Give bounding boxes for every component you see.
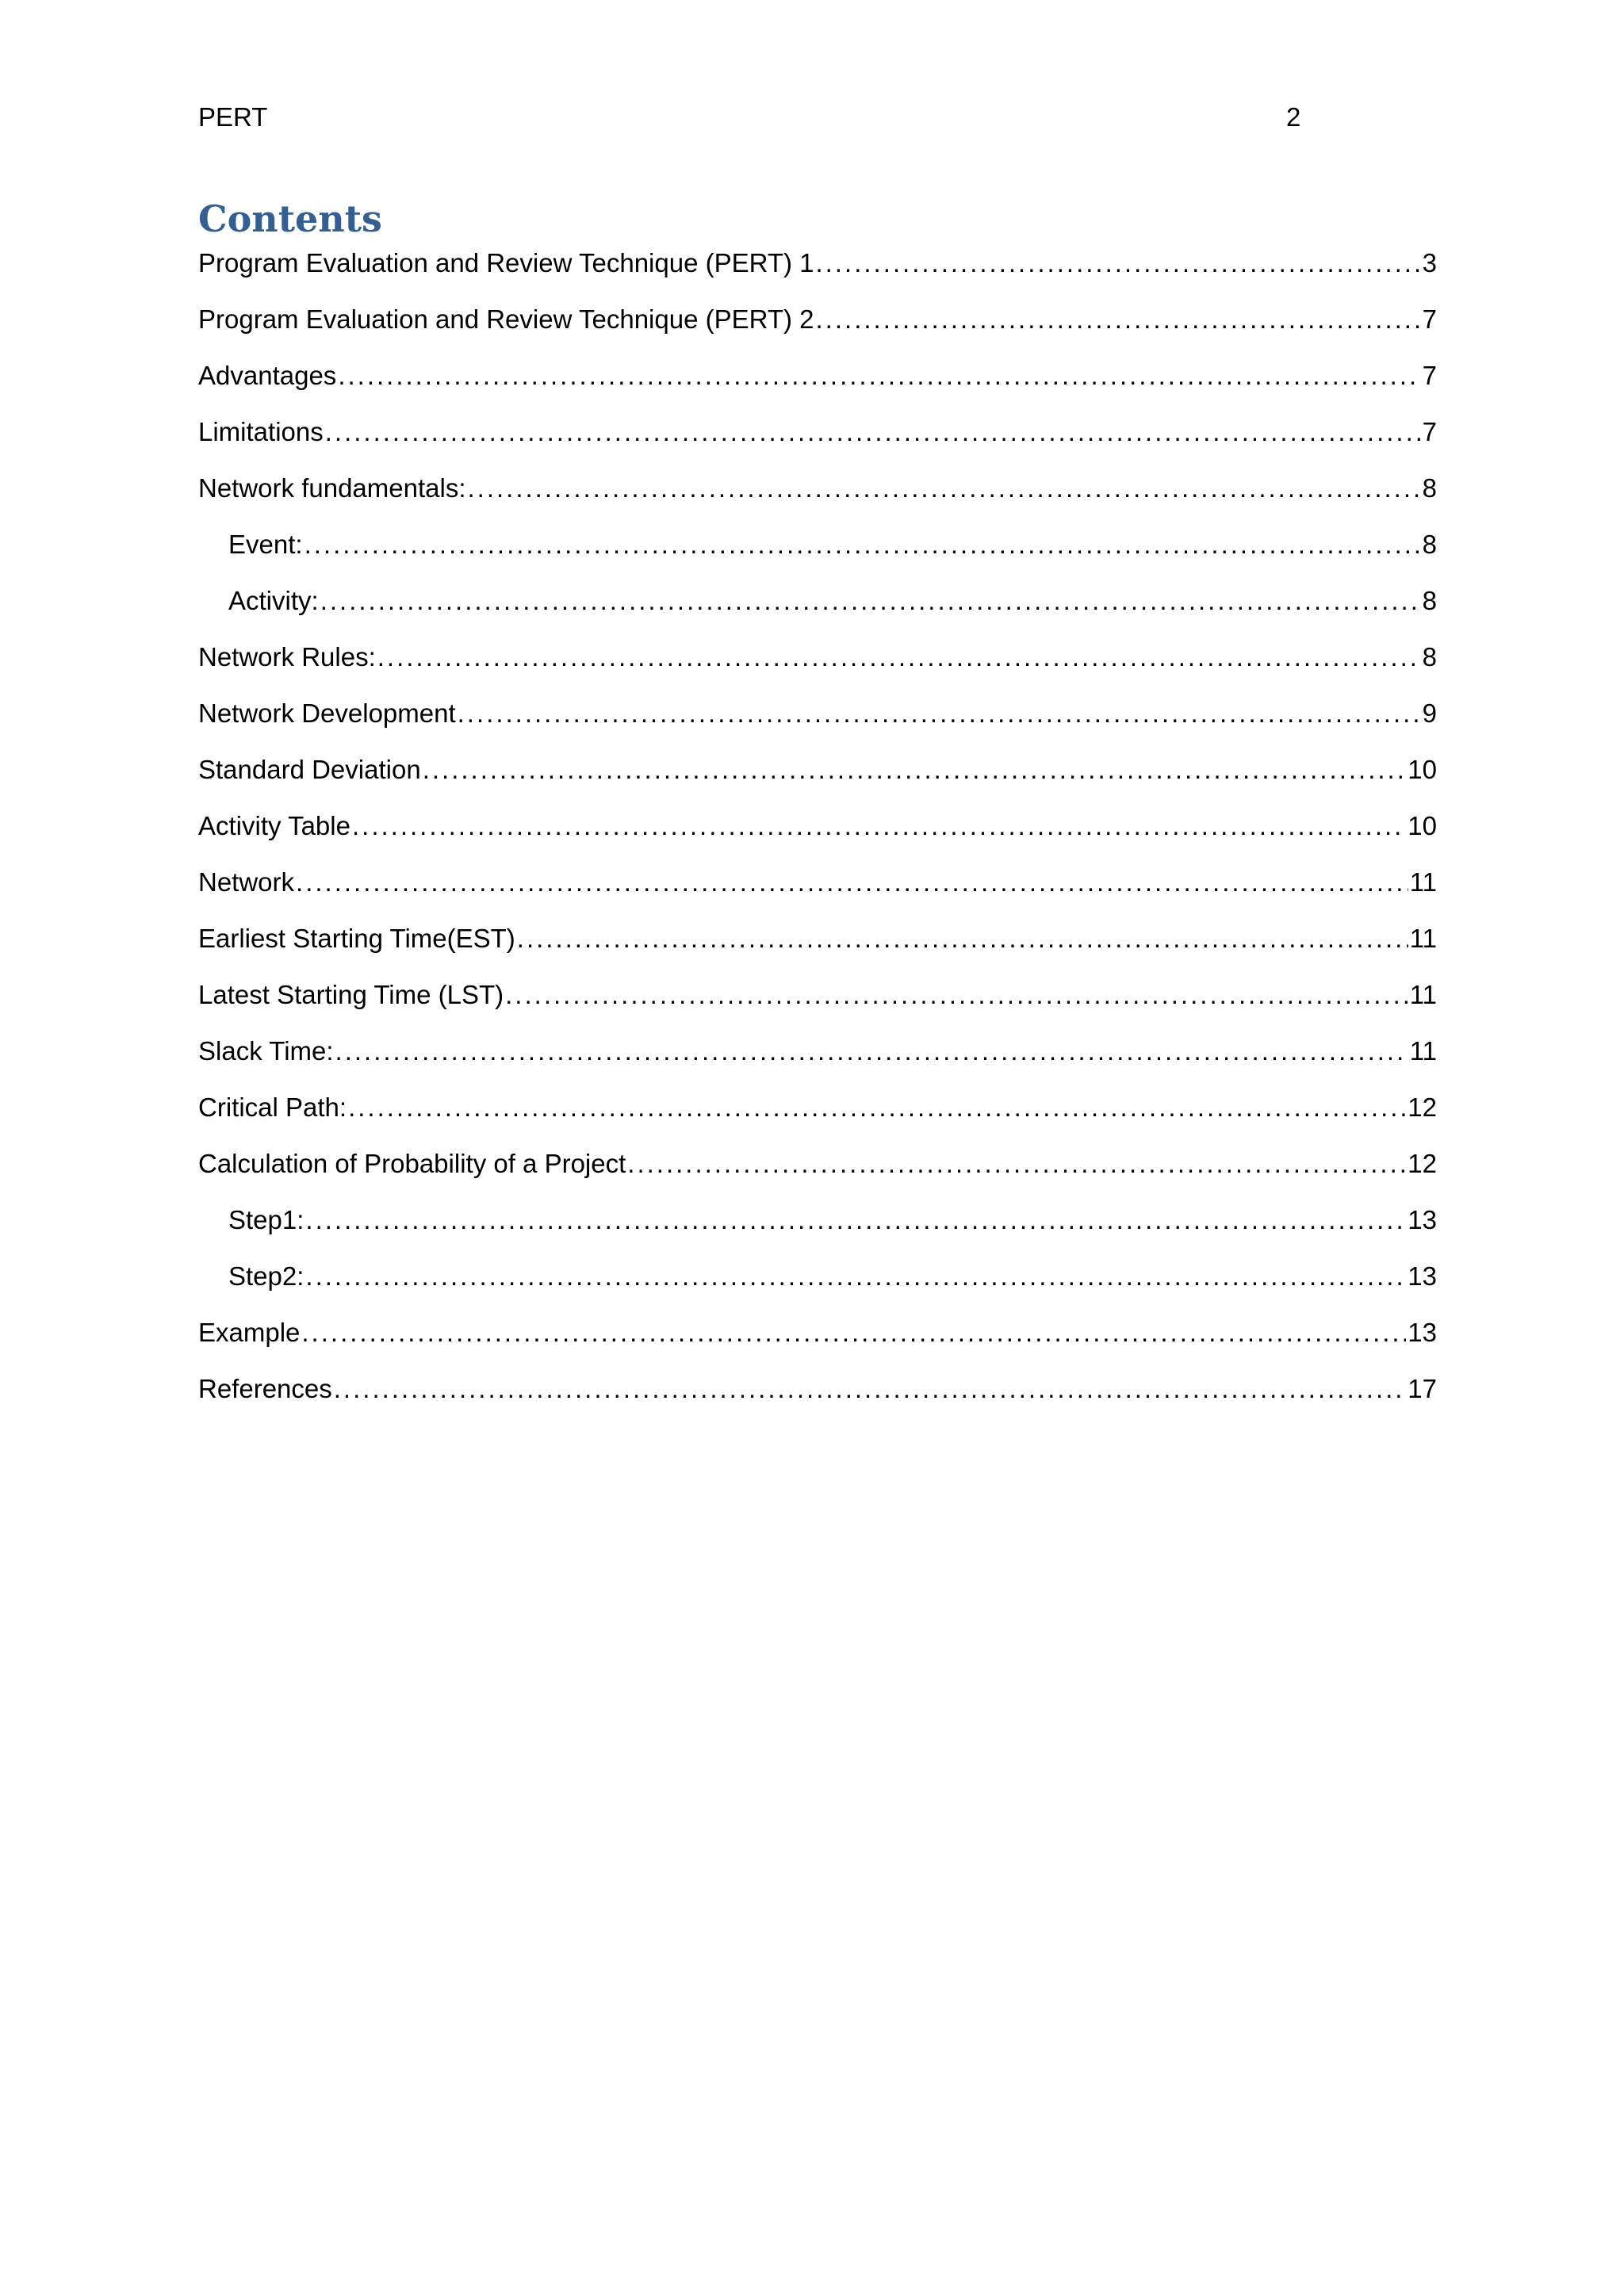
toc-entry-label: Critical Path: [198, 1093, 347, 1122]
toc-entry-label: Network fundamentals: [198, 473, 466, 503]
toc-title: Contents [198, 197, 382, 240]
toc-entry-page-number: 9 [1422, 698, 1437, 728]
toc-entry-label: References [198, 1374, 332, 1403]
toc-entry[interactable] [198, 1370, 1437, 1426]
toc-entry[interactable] [198, 1201, 1437, 1257]
toc-entry-label: Standard Deviation [198, 755, 421, 784]
dot-leader [377, 638, 1421, 676]
dot-leader [304, 526, 1421, 564]
toc-entry[interactable] [198, 300, 1437, 357]
toc-entry[interactable] [198, 357, 1437, 413]
toc-entry-page-number: 17 [1408, 1374, 1437, 1403]
toc-entry-label: Slack Time: [198, 1036, 334, 1066]
dot-leader [816, 244, 1421, 282]
toc-entry[interactable] [198, 976, 1437, 1032]
table-of-contents [198, 193, 1437, 1426]
dot-leader [423, 751, 1407, 789]
toc-entry-label: Program Evaluation and Review Technique (PERT) 1 [198, 248, 814, 277]
toc-entry-page-number: 11 [1409, 867, 1437, 897]
toc-entry-label: Latest Starting Time (LST) [198, 980, 504, 1009]
toc-entry-page-number: 3 [1422, 248, 1437, 277]
toc-entry[interactable] [198, 863, 1437, 920]
dot-leader [468, 469, 1421, 507]
toc-entry[interactable] [198, 920, 1437, 976]
toc-entry-label: Event: [228, 530, 303, 559]
toc-entry-label: Activity Table [198, 811, 350, 840]
toc-entry[interactable] [198, 751, 1437, 807]
dot-leader [301, 1314, 1406, 1352]
toc-entry-label: Example [198, 1318, 301, 1347]
toc-entry-page-number: 8 [1422, 530, 1437, 559]
toc-entry-page-number: 13 [1408, 1205, 1437, 1234]
toc-entry-page-number: 10 [1408, 811, 1437, 840]
toc-entry[interactable] [198, 638, 1437, 695]
dot-leader [335, 1032, 1408, 1070]
toc-entry-page-number: 11 [1409, 1036, 1437, 1066]
toc-entry-label: Network [198, 867, 295, 897]
toc-entry-label: Earliest Starting Time(EST) [198, 924, 515, 953]
toc-entry-label: Step1: [228, 1205, 304, 1234]
toc-entry-label: Activity: [228, 586, 319, 615]
dot-leader [505, 976, 1408, 1014]
toc-entry[interactable] [198, 244, 1437, 300]
toc-entry[interactable] [198, 1032, 1437, 1089]
running-title: PERT [198, 102, 268, 132]
page-header [198, 98, 1300, 136]
toc-entry[interactable] [198, 695, 1437, 751]
toc-entry[interactable] [198, 1089, 1437, 1145]
toc-entry-label: Step2: [228, 1261, 304, 1291]
dot-leader [627, 1145, 1406, 1183]
dot-leader [305, 1257, 1406, 1295]
dot-leader [352, 807, 1406, 845]
dot-leader [296, 863, 1408, 901]
dot-leader [305, 1201, 1406, 1239]
toc-entry-label: Advantages [198, 361, 337, 390]
dot-leader [320, 582, 1421, 620]
toc-entry[interactable] [198, 582, 1437, 638]
dot-leader [325, 413, 1421, 451]
toc-entry-label: Network Development [198, 698, 456, 728]
dot-leader [348, 1089, 1406, 1127]
toc-entry-page-number: 10 [1408, 755, 1437, 784]
toc-entry[interactable] [198, 469, 1437, 526]
toc-entry[interactable] [198, 1314, 1437, 1370]
toc-entry[interactable] [198, 413, 1437, 469]
dot-leader [458, 695, 1421, 733]
toc-entry-page-number: 8 [1422, 642, 1437, 672]
toc-entry-label: Network Rules: [198, 642, 376, 672]
toc-entry-page-number: 12 [1408, 1149, 1437, 1178]
toc-entry-page-number: 8 [1422, 473, 1437, 503]
toc-entry-label: Program Evaluation and Review Technique (PERT) 2 [198, 304, 814, 334]
toc-entry-page-number: 7 [1422, 417, 1437, 446]
toc-entry-label: Limitations [198, 417, 324, 446]
dot-leader [338, 357, 1420, 395]
toc-entry-page-number: 8 [1422, 586, 1437, 615]
toc-entry-page-number: 13 [1408, 1261, 1437, 1291]
dot-leader [816, 300, 1421, 339]
toc-entry-page-number: 11 [1409, 980, 1437, 1009]
dot-leader [334, 1370, 1407, 1408]
toc-entry-label: Calculation of Probability of a Project [198, 1149, 626, 1178]
dot-leader [517, 920, 1408, 958]
toc-entry-page-number: 13 [1408, 1318, 1437, 1347]
toc-entry-page-number: 7 [1422, 361, 1437, 390]
toc-entry[interactable] [198, 1145, 1437, 1201]
toc-entry[interactable] [198, 807, 1437, 863]
toc-entry-page-number: 12 [1408, 1093, 1437, 1122]
toc-entry-list [198, 244, 1437, 1426]
page-number: 2 [1286, 102, 1301, 132]
toc-entry-page-number: 7 [1422, 304, 1437, 334]
toc-entry[interactable] [198, 1257, 1437, 1314]
toc-entry[interactable] [198, 526, 1437, 582]
toc-entry-page-number: 11 [1409, 924, 1437, 953]
